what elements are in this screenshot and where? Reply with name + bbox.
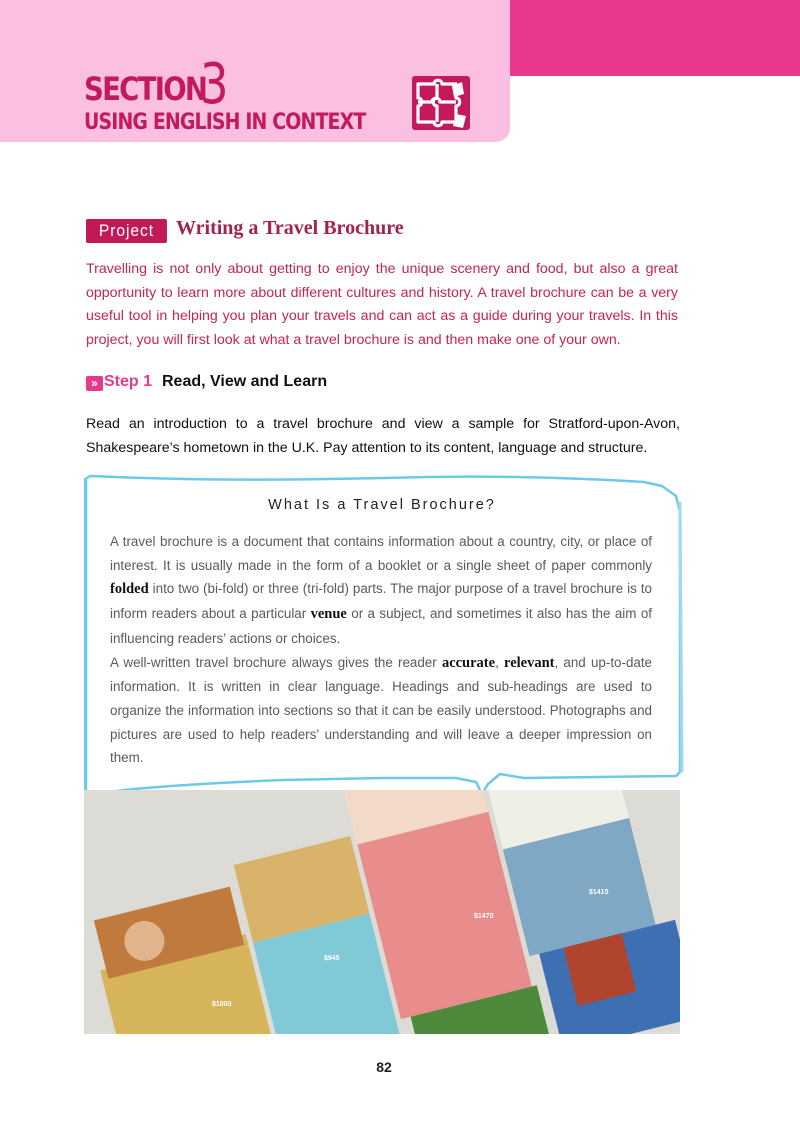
bold-term-folded: folded [110,581,149,598]
page-number: 82 [376,1059,392,1075]
header-corner-tab [510,0,800,76]
box-paragraph-2: A well-written travel brochure always gives the reader accurate, relevant, and up-to-date information. It is written in clear language. Headings and sub-headings are used to organize the information into sections so that it can be easily understood. Photographs and pictures are used to help readers’ understanding and will leave a deeper impression on them. [110,654,653,766]
box-title: What Is a Travel Brochure? [268,497,496,513]
step-title: Read, View and Learn [162,373,328,390]
bold-term-accurate: accurate [441,654,496,671]
price-label-4: $1415 [589,889,609,896]
project-intro: Travelling is not only about getting to enjoy the unique scenery and food, but also a great opportunity to learn more about different cultures and history. A travel brochure can be a very useful tool in helping you plan your travels and can act as a guide during your travels. In this project, you will first look at what a travel brochure is and then make one of your own. [86,261,678,348]
section-subtitle: USING ENGLISH IN CONTEXT [84,110,366,135]
puzzle-icon [412,76,470,130]
price-label-2: $945 [324,955,340,962]
project-tag: Project [86,219,167,243]
bold-term-venue: venue [310,606,347,623]
section-word: SECTION [84,70,207,108]
box-paragraph-1: A travel brochure is a document that contains information about a country, city, or place of interest. It is usually made in the form of a booklet or a single sheet of paper commonly folded into two (bi-fold) or three (tri-fold) parts. The major purpose of a travel brochure is to inform readers about a particular venue or a subject, and sometimes it also has the aim of influencing readers’ actions or choices. [110,534,652,646]
price-label-3: $1470 [474,913,494,920]
project-title: Writing a Travel Brochure [176,217,404,239]
step-description: Read an introduction to a travel brochure and view a sample for Stratford-upon-Avon, Shakespeare’s hometown in the U.K. Pay attention to its content, language and structure. [86,416,680,456]
brochure-collage-photo [84,790,680,1034]
bold-term-relevant: relevant [504,654,555,671]
section-number: 3 [200,52,229,117]
step-number: Step 1 [104,373,153,390]
price-label-1: $1000 [212,1001,232,1008]
box-body [110,530,652,770]
double-chevron-icon: » [86,376,103,391]
